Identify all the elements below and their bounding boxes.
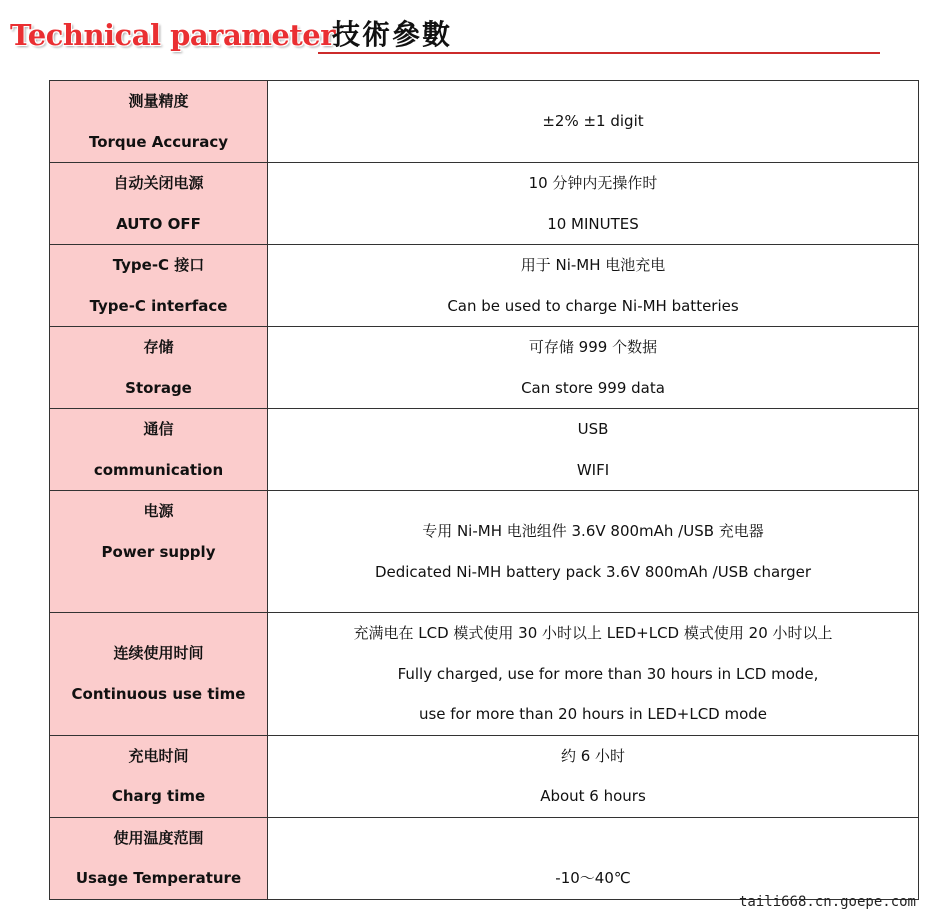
spec-label — [50, 327, 268, 409]
value-line: USB — [577, 420, 609, 438]
spec-value — [268, 327, 919, 409]
spec-row-type-c — [50, 245, 919, 327]
label-cn: 存储 — [143, 338, 174, 356]
footer-url: taili668.cn.goepe.com — [738, 894, 916, 910]
spec-value — [268, 81, 919, 163]
label-en: communication — [93, 460, 224, 479]
value-line: 充满电在 LCD 模式使用 30 小时以上 LED+LCD 模式使用 20 小时以上 — [353, 624, 833, 642]
label-cn: 自动关闭电源 — [113, 174, 204, 192]
spec-value — [268, 245, 919, 327]
spec-row-auto-off — [50, 163, 919, 245]
label-cn: Type-C 接口 — [112, 256, 205, 274]
label-en: AUTO OFF — [116, 214, 201, 233]
label-en: Torque Accuracy — [88, 132, 228, 151]
value-line: 10 分钟内无操作时 — [528, 174, 658, 192]
spec-label — [50, 81, 268, 163]
value-line: Can be used to charge Ni-MH batteries — [447, 296, 739, 315]
label-cn: 测量精度 — [128, 92, 189, 110]
spec-row-power-supply — [50, 491, 919, 613]
page-header — [0, 0, 950, 70]
spec-label — [50, 735, 268, 817]
title-english: Technical parameter — [10, 18, 336, 52]
value-line: WIFI — [576, 460, 610, 479]
value-line: -10～40℃ — [555, 868, 631, 887]
spec-value — [268, 409, 919, 491]
spec-label — [50, 817, 268, 899]
value-line: 用于 Ni-MH 电池充电 — [520, 256, 666, 274]
value-line: use for more than 20 hours in LED+LCD mode — [418, 705, 768, 723]
label-cn: 电源 — [143, 502, 174, 520]
value-line: Dedicated Ni-MH battery pack 3.6V 800mAh /USB charger — [374, 562, 812, 581]
spec-label — [50, 409, 268, 491]
value-line: Fully charged, use for more than 30 hours in LCD mode, — [397, 664, 819, 683]
spec-label — [50, 163, 268, 245]
value-line: 专用 Ni-MH 电池组件 3.6V 800mAh /USB 充电器 — [422, 522, 764, 540]
spec-value — [268, 735, 919, 817]
label-en: Usage Temperature — [75, 869, 242, 887]
spec-row-accuracy — [50, 81, 919, 163]
spec-label — [50, 245, 268, 327]
spec-row-storage — [50, 327, 919, 409]
title-chinese: 技術參數 — [332, 18, 453, 51]
value-line: 约 6 小时 — [560, 746, 626, 765]
spec-row-communication — [50, 409, 919, 491]
label-cn: 充电时间 — [128, 746, 189, 765]
value-line: Can store 999 data — [521, 378, 665, 397]
value-line: ±2% ±1 digit — [542, 112, 644, 131]
label-en: Storage — [125, 378, 192, 397]
value-line: 可存储 999 个数据 — [528, 338, 658, 356]
label-cn: 连续使用时间 — [113, 644, 204, 663]
label-en: Continuous use time — [71, 684, 246, 703]
spec-row-continuous-use — [50, 613, 919, 736]
spec-value — [268, 491, 919, 613]
spec-table — [49, 80, 919, 900]
spec-value — [268, 163, 919, 245]
spec-value — [268, 613, 919, 736]
label-en: Power supply — [101, 542, 216, 561]
label-en: Type-C interface — [89, 296, 228, 315]
spec-row-charge-time — [50, 735, 919, 817]
value-line: About 6 hours — [540, 787, 646, 805]
label-cn: 使用温度范围 — [113, 828, 204, 847]
spec-label — [50, 613, 268, 736]
spec-value — [268, 817, 919, 899]
title-underline — [318, 52, 880, 54]
label-en: Charg time — [111, 787, 206, 805]
label-cn: 通信 — [143, 420, 174, 438]
spec-label — [50, 491, 268, 613]
value-line: 10 MINUTES — [547, 214, 639, 233]
spec-row-temperature — [50, 817, 919, 899]
